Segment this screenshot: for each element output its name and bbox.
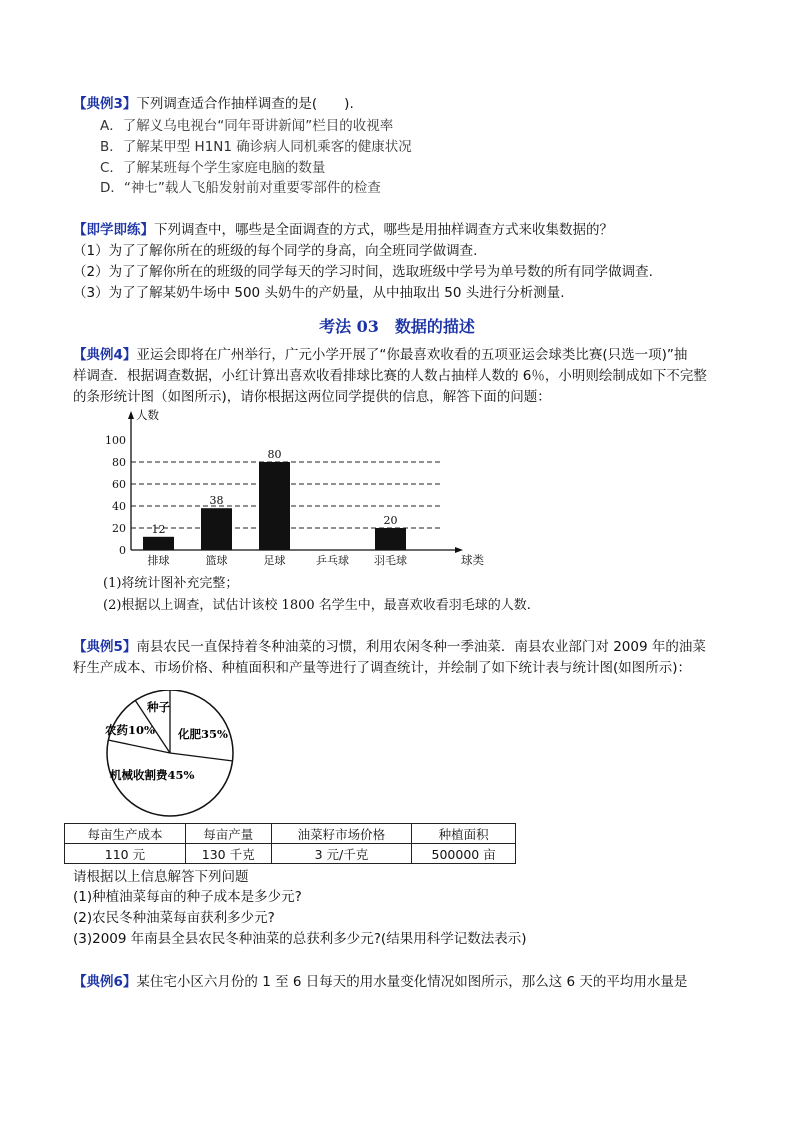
cost-table [64, 823, 516, 864]
bar-value-label: 80 [267, 448, 282, 461]
bar-value-label: 38 [209, 494, 224, 508]
pie-label-fertilizer: 化肥35% [178, 727, 228, 741]
table-header-cell: 每亩生产成本 [65, 824, 186, 844]
y-axis-label: 人数 [136, 408, 159, 422]
y-tick-label: 80 [112, 456, 126, 469]
pie-label-seed: 种子 [147, 700, 170, 714]
bar-0 [143, 537, 174, 550]
x-tick-label: 排球 [147, 554, 170, 567]
table-cell: 110 元 [65, 844, 186, 864]
y-tick-label: 100 [105, 434, 126, 447]
example5-question-1: (1)种植油菜每亩的种子成本是多少元? [73, 889, 302, 905]
x-axis-label: 球类 [461, 553, 484, 567]
x-tick-label: 足球 [263, 554, 286, 567]
example5-question-3: (3)2009 年南县全县农民冬种油菜的总获利多少元?(结果用科学记数法表示) [73, 931, 527, 947]
x-tick-label: 篮球 [205, 554, 228, 567]
bar-value-label: 20 [383, 514, 398, 527]
practice-item-2: （2）为了了解你所在的班级的同学每天的学习时间，选取班级中学号为单号数的所有同学做调查. [73, 264, 653, 280]
table-header-cell: 油菜籽市场价格 [271, 824, 412, 844]
pie-divider-3 [108, 740, 170, 753]
example5-question-2: (2)农民冬种油菜每亩获利多少元? [73, 910, 275, 926]
table-cell: 3 元/千克 [271, 844, 412, 864]
example5-line-2: 籽生产成本、市场价格、种植面积和产量等进行了调查统计，并绘制了如下统计表与统计图(如图所示)： [73, 660, 692, 676]
example5-prompt: 请根据以上信息解答下列问题 [73, 869, 249, 885]
bar-2 [259, 462, 290, 550]
bar-chart [100, 405, 500, 570]
y-tick-label: 0 [119, 544, 126, 557]
practice-question: 【即学即练】下列调查中，哪些是全面调查的方式，哪些是用抽样调查方式来收集数据的？ [73, 222, 613, 238]
example4-question-1: (1)将统计图补充完整； [103, 576, 239, 591]
pie-label-machine: 机械收割费45% [110, 768, 195, 782]
y-tick-label: 20 [112, 522, 126, 535]
bar-value-label: 12 [151, 522, 166, 536]
y-tick-label: 40 [112, 500, 126, 513]
section-title: 考法 03 数据的描述 [319, 317, 475, 336]
table-header-cell: 每亩产量 [185, 824, 271, 844]
table-cell: 500000 亩 [412, 844, 516, 864]
y-axis-arrow [128, 411, 134, 419]
pie-chart [100, 690, 250, 820]
example3-option-d: D．“神七”载人飞船发射前对重要零部件的检查 [100, 180, 381, 196]
x-tick-label: 乒乓球 [316, 554, 349, 567]
y-tick-label: 60 [112, 478, 126, 491]
table-header-row [65, 824, 516, 844]
practice-item-1: （1）为了了解你所在的班级的每个同学的身高，向全班同学做调查. [73, 243, 478, 259]
x-tick-label: 羽毛球 [374, 554, 407, 567]
example3-option-a: A．了解义乌电视台“同年哥讲新闻”栏目的收视率 [100, 118, 394, 134]
table-cell: 130 千克 [185, 844, 271, 864]
example4-line-1: 【典例4】亚运会即将在广州举行，广元小学开展了“你最喜欢收看的五项亚运会球类比赛(只选一项)”抽 [73, 347, 688, 363]
bar-4 [375, 528, 406, 550]
example5-line-1: 【典例5】南县农民一直保持着冬种油菜的习惯，利用农闲冬种一季油菜．南县农业部门对 2009 年的油菜 [73, 639, 706, 655]
example4-line-3: 的条形统计图（如图所示)，请你根据这两位同学提供的信息，解答下面的问题： [73, 389, 551, 405]
example3-option-b: B．了解某甲型 H1N1 确诊病人同机乘客的健康状况 [100, 139, 412, 155]
practice-item-3: （3）为了了解某奶牛场中 500 头奶牛的产奶量，从中抽取出 50 头进行分析测量. [73, 285, 565, 301]
table-row [65, 844, 516, 864]
table-header-cell: 种植面积 [412, 824, 516, 844]
example4-question-2: (2)根据以上调查，试估计该校 1800 名学生中，最喜欢收看羽毛球的人数. [103, 598, 531, 613]
example6-text: 【典例6】某住宅小区六月份的 1 至 6 日每天的用水量变化情况如图所示，那么这 6 天的平均用水量是 [73, 974, 688, 990]
example4-line-2: 样调查．根据调查数据，小红计算出喜欢收看排球比赛的人数占抽样人数的 6％，小明则绘制成如下不完整 [73, 368, 707, 384]
pie-label-pesticide: 农药10% [105, 723, 155, 737]
example3-question: 【典例3】下列调查适合作抽样调查的是( ). [73, 96, 354, 112]
example3-option-c: C．了解某班每个学生家庭电脑的数量 [100, 160, 326, 176]
bar-1 [201, 508, 232, 550]
pie-divider-2 [170, 753, 233, 761]
